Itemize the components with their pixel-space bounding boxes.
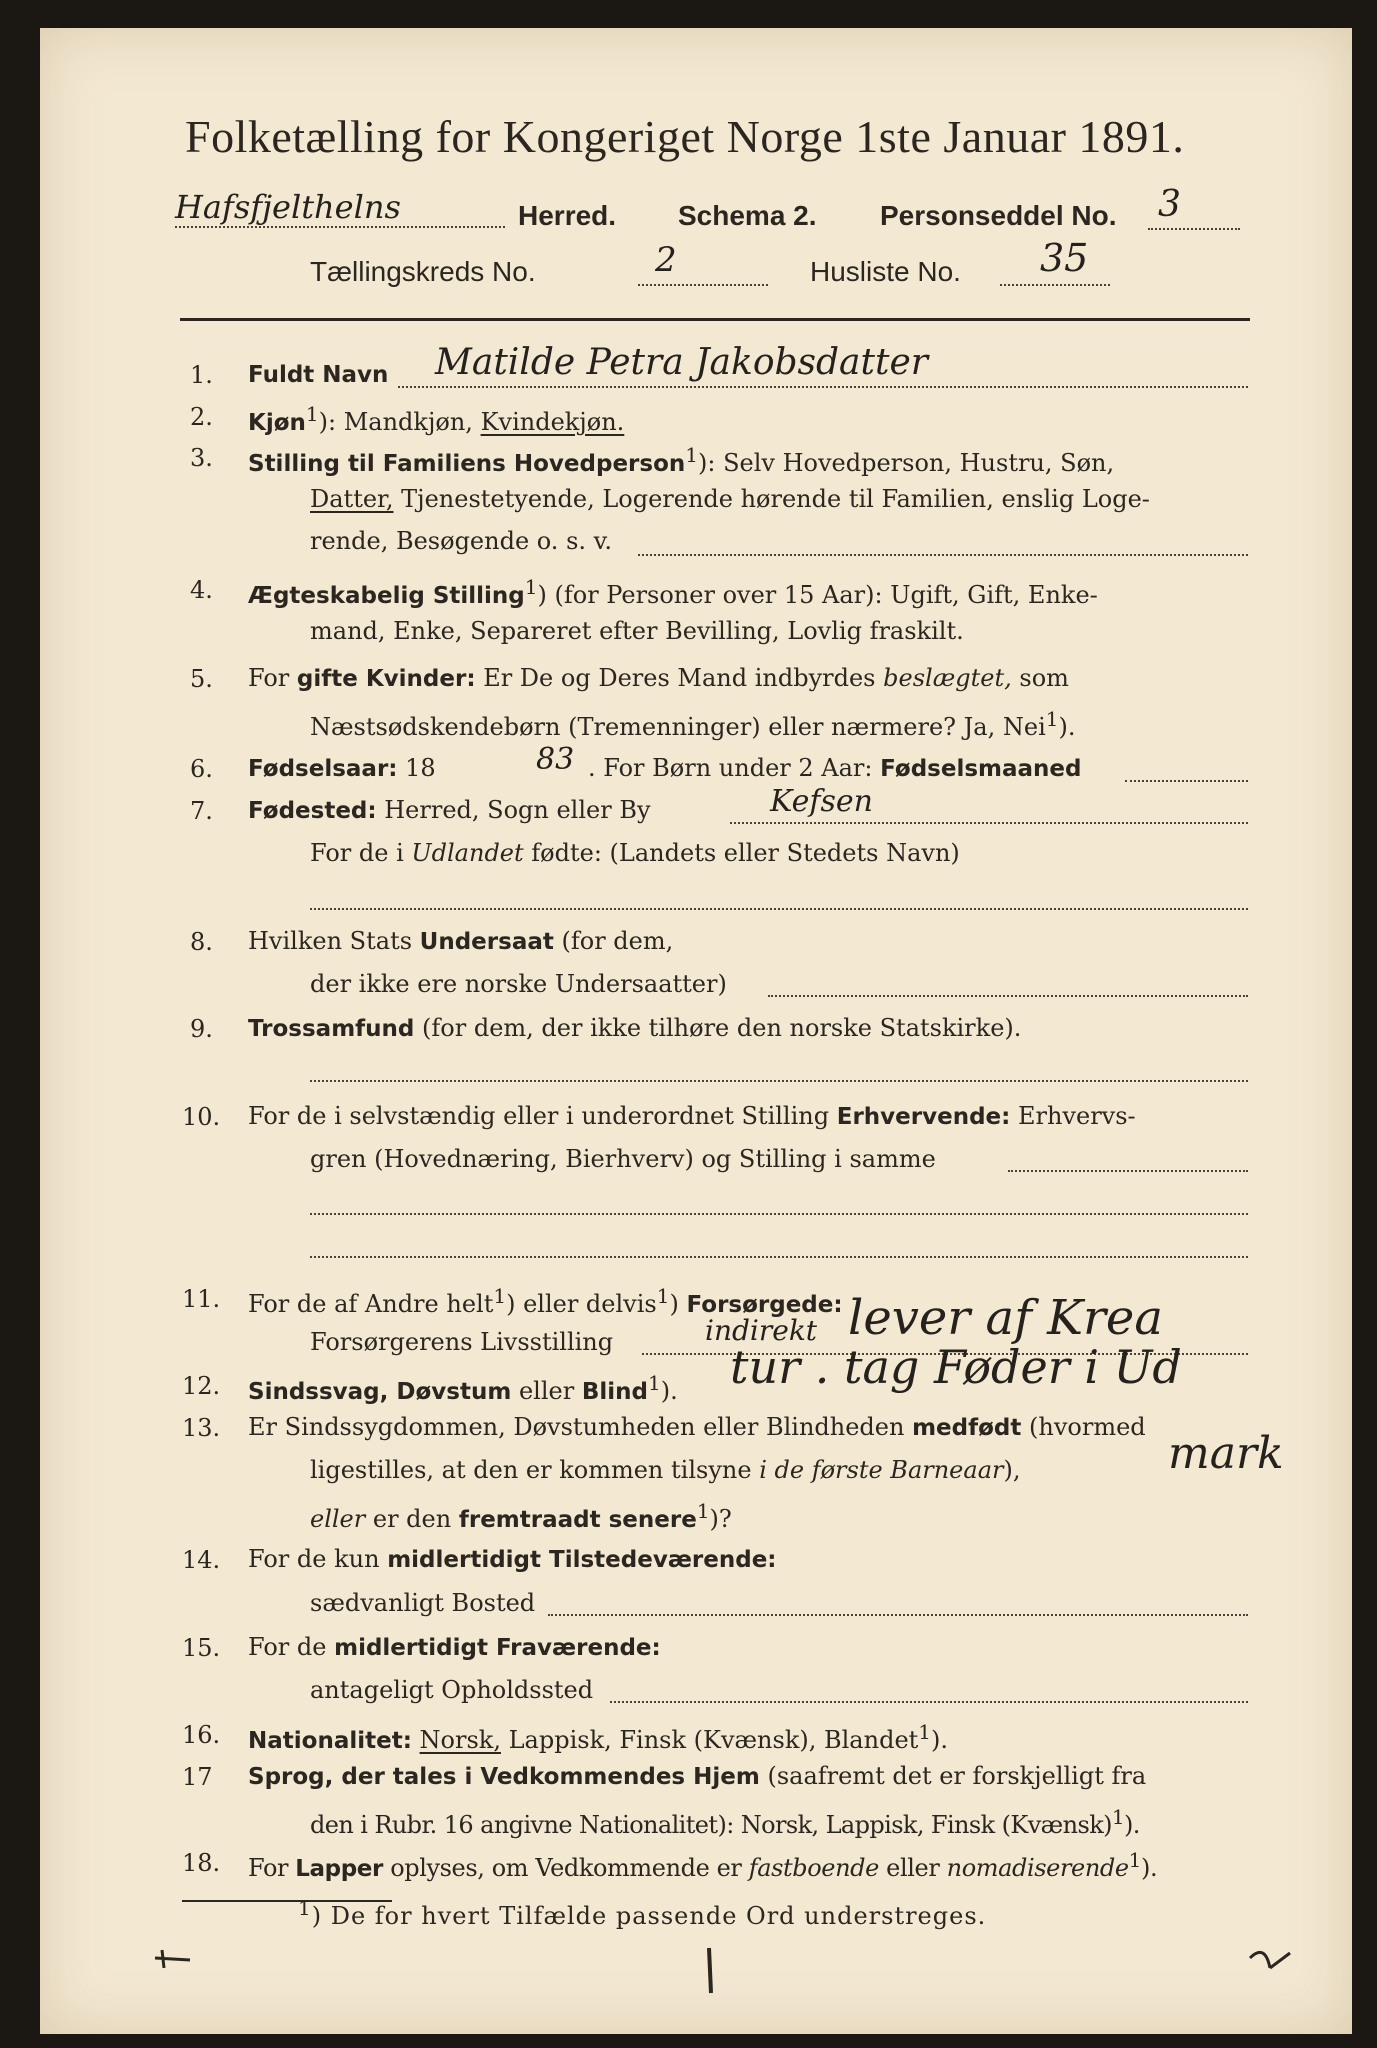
item-number: 2. bbox=[190, 403, 213, 431]
item-number: 11. bbox=[182, 1285, 221, 1313]
q13-text2b: ), bbox=[1003, 1456, 1021, 1484]
q17-end: ). bbox=[1124, 1811, 1140, 1839]
q1-row bbox=[248, 360, 388, 388]
q1-value: Matilde Petra Jakobsdatter bbox=[435, 342, 928, 383]
q5-row2 bbox=[310, 707, 1075, 741]
q12-end: ). bbox=[660, 1377, 678, 1405]
q6-value: 83 bbox=[536, 742, 575, 777]
q12-row bbox=[248, 1371, 678, 1405]
item-number: 14. bbox=[182, 1546, 221, 1574]
q8-row1 bbox=[248, 927, 673, 955]
q14-row2: sædvanligt Bosted bbox=[310, 1589, 536, 1617]
schema-label: Schema 2. bbox=[678, 200, 817, 231]
q13-text2a: ligestilles, at den er kommen tilsyne bbox=[310, 1456, 752, 1484]
item-number: 5. bbox=[190, 665, 213, 693]
q15-pre: For de bbox=[248, 1633, 327, 1661]
personseddel-label: Personseddel No. bbox=[880, 200, 1117, 231]
q8-pre: Hvilken Stats bbox=[248, 927, 413, 955]
q6-text: . For Børn under 2 Aar: bbox=[588, 754, 873, 782]
husliste-value: 35 bbox=[1040, 236, 1089, 280]
q2-row bbox=[248, 402, 624, 436]
q14-pre: For de kun bbox=[248, 1545, 380, 1573]
q12-label2: Blind bbox=[581, 1379, 648, 1405]
q6-row bbox=[248, 754, 436, 782]
q9-text: (for dem, der ikke tilhøre den norske Statskirke). bbox=[422, 1014, 1022, 1042]
q6-label2: Fødselsmaaned bbox=[880, 756, 1082, 782]
q15-label: midlertidigt Fraværende: bbox=[334, 1635, 661, 1661]
q11-row2: Forsørgerens Livsstilling bbox=[310, 1328, 614, 1356]
q2-underlined-answer: Kvindekjøn. bbox=[480, 408, 625, 436]
q15-dotline bbox=[610, 1701, 1248, 1703]
q5-pre: For bbox=[248, 664, 290, 692]
q13-row3 bbox=[310, 1499, 732, 1533]
q4-text: ) (for Personer over 15 Aar): Ugift, Gift, Enke- bbox=[537, 581, 1098, 609]
item-number: 4. bbox=[190, 576, 213, 604]
q3-underlined-answer: Datter, bbox=[310, 485, 394, 513]
q3-row2 bbox=[310, 485, 1150, 513]
q5-label: gifte Kvinder: bbox=[296, 666, 476, 692]
q12-mid: eller bbox=[518, 1377, 575, 1405]
q18-italic: fastboende bbox=[748, 1854, 879, 1882]
q3-text: ): Selv Hovedperson, Hustru, Søn, bbox=[698, 449, 1115, 477]
footnote-sup: 1 bbox=[298, 1896, 312, 1920]
q17-row1 bbox=[248, 1762, 1146, 1790]
q18-end: ). bbox=[1141, 1854, 1158, 1882]
q5-end: ). bbox=[1058, 713, 1076, 741]
q11-mid: ) eller delvis bbox=[506, 1290, 657, 1318]
q13-row2 bbox=[310, 1456, 1020, 1484]
q3-row3: rende, Besøgende o. s. v. bbox=[310, 527, 612, 555]
q4-row1 bbox=[248, 575, 1098, 609]
q10-dotline3 bbox=[310, 1256, 1248, 1258]
q18-label: Lapper bbox=[295, 1856, 383, 1882]
q11-post: ) bbox=[669, 1290, 679, 1318]
q11-pre: For de af Andre helt bbox=[248, 1290, 494, 1318]
herred-label: Herred. bbox=[518, 200, 617, 231]
q18-sup: 1 bbox=[1128, 1848, 1141, 1872]
q13-text: Er Sindssygdommen, Døvstumheden eller Blindheden bbox=[248, 1413, 905, 1441]
q14-dotline bbox=[548, 1614, 1248, 1616]
herred-value: Hafsfjelthelns bbox=[175, 188, 401, 226]
q12-sup: 1 bbox=[647, 1371, 661, 1395]
q7-dotline bbox=[730, 822, 1248, 824]
q11-label: Forsørgede: bbox=[686, 1292, 843, 1318]
q6-prefix: 18 bbox=[405, 754, 436, 782]
q4-row2: mand, Enke, Separeret efter Bevilling, Lovlig fraskilt. bbox=[310, 617, 964, 645]
q3-dotline bbox=[638, 554, 1248, 556]
q7-label: Fødested: bbox=[248, 798, 377, 824]
q13-sup: 1 bbox=[696, 1499, 710, 1523]
kreds-dotline bbox=[638, 284, 768, 286]
item-number: 18. bbox=[182, 1849, 221, 1877]
q11-sup: 1 bbox=[493, 1284, 507, 1308]
q2-text: ): Mandkjøn, bbox=[318, 408, 473, 436]
q16-label: Nationalitet: bbox=[248, 1728, 412, 1754]
q8-label: Undersaat bbox=[419, 929, 554, 955]
q5-text-end: som bbox=[1019, 664, 1069, 692]
q13-italic: i de første Barneaar bbox=[759, 1456, 1004, 1484]
q5-text2: Næstsødskendebørn (Tremenninger) eller nærmere? Ja, Nei bbox=[310, 713, 1046, 741]
q13-label2: fremtraadt senere bbox=[458, 1507, 697, 1533]
q11-sup2: 1 bbox=[656, 1284, 670, 1308]
item-number: 1. bbox=[190, 361, 213, 389]
q7-row1 bbox=[248, 796, 651, 824]
q4-sup: 1 bbox=[524, 575, 538, 599]
q16-sup: 1 bbox=[918, 1720, 932, 1744]
q5-sup: 1 bbox=[1045, 707, 1059, 731]
q10-post: Erhvervs- bbox=[1017, 1102, 1136, 1130]
q3-label: Stilling til Familiens Hovedperson bbox=[248, 451, 686, 477]
ink-mark-center bbox=[695, 1943, 725, 2003]
item-number: 16. bbox=[182, 1721, 221, 1749]
footnote-text: ) De for hvert Tilfælde passende Ord understreges. bbox=[311, 1902, 987, 1930]
personseddel-dotline bbox=[1148, 228, 1240, 230]
q3-sup: 1 bbox=[685, 443, 698, 467]
q2-sup: 1 bbox=[305, 402, 319, 426]
q5-row1 bbox=[248, 664, 1069, 692]
q10-row1 bbox=[248, 1102, 1136, 1130]
q4-label: Ægteskabelig Stilling bbox=[248, 583, 525, 609]
q9-label: Trossamfund bbox=[248, 1016, 415, 1042]
q1-dotline bbox=[398, 386, 1248, 388]
item-number: 6. bbox=[190, 755, 213, 783]
q14-label: midlertidigt Tilstedeværende: bbox=[387, 1547, 777, 1573]
q18-mid: oplyses, om Vedkommende er bbox=[390, 1854, 742, 1882]
item-number: 8. bbox=[190, 928, 213, 956]
q11-hand-line1: lever af Krea bbox=[848, 1290, 1163, 1346]
q8-row2: der ikke ere norske Undersaatter) bbox=[310, 970, 727, 998]
q10-dotline bbox=[1008, 1170, 1248, 1172]
q7-value: Kefsen bbox=[770, 784, 873, 819]
q13-label: medfødt bbox=[912, 1415, 1022, 1441]
q13-hand-line3: mark bbox=[1168, 1428, 1284, 1479]
q8-text: (for dem, bbox=[561, 927, 674, 955]
q13-italic2: eller bbox=[310, 1505, 366, 1533]
q17-row2 bbox=[310, 1805, 1140, 1839]
header-rule bbox=[180, 318, 1250, 321]
item-number: 12. bbox=[182, 1372, 221, 1400]
q12-label: Sindssvag, Døvstum bbox=[248, 1379, 512, 1405]
q10-label: Erhvervende: bbox=[836, 1104, 1011, 1130]
q6-row-b bbox=[588, 754, 1081, 782]
q7-dotline2 bbox=[310, 908, 1248, 910]
q18-row bbox=[248, 1848, 1157, 1882]
q14-row1 bbox=[248, 1545, 777, 1573]
q2-label: Kjøn bbox=[248, 410, 306, 436]
q15-row2: antageligt Opholdssted bbox=[310, 1676, 594, 1704]
q17-text: (saafremt det er forskjelligt fra bbox=[767, 1762, 1147, 1790]
q6-label: Fødselsaar: bbox=[248, 756, 398, 782]
q18-italic2: nomadiserende bbox=[946, 1854, 1129, 1882]
q16-text: Lappisk, Finsk (Kvænsk), Blandet bbox=[508, 1726, 919, 1754]
item-number: 15. bbox=[182, 1634, 221, 1662]
q17-sup: 1 bbox=[1111, 1805, 1125, 1829]
q16-end: ). bbox=[931, 1726, 949, 1754]
q1-label: Fuldt Navn bbox=[248, 362, 389, 388]
q13-text-end: (hvormed bbox=[1029, 1413, 1146, 1441]
herred-dotline bbox=[175, 226, 505, 228]
item-number: 10. bbox=[182, 1103, 221, 1131]
item-number: 7. bbox=[190, 797, 213, 825]
q7-italic: Udlandet bbox=[411, 839, 524, 867]
q7-text: Herred, Sogn eller By bbox=[384, 796, 651, 824]
census-form-sheet bbox=[40, 28, 1352, 2034]
ink-mark-right bbox=[1240, 1933, 1300, 1973]
q9-row bbox=[248, 1014, 1021, 1042]
q7-row2 bbox=[310, 839, 960, 867]
q10-pre: For de i selvstændig eller i underordnet Stilling bbox=[248, 1102, 830, 1130]
q15-row1 bbox=[248, 1633, 661, 1661]
q10-row2: gren (Hovednæring, Bierhverv) og Stilling i samme bbox=[310, 1145, 936, 1173]
q7-text2a: For de i bbox=[310, 839, 404, 867]
item-number: 13. bbox=[182, 1414, 221, 1442]
q16-underlined-answer: Norsk, bbox=[419, 1726, 501, 1754]
husliste-label: Husliste No. bbox=[810, 256, 961, 287]
q17-text2: den i Rubr. 16 angivne Nationalitet): Norsk, Lappisk, Finsk (Kvænsk) bbox=[310, 1811, 1112, 1839]
q8-dotline bbox=[768, 995, 1248, 997]
q12-hand-line2: tur . tag Føder i Ud bbox=[730, 1340, 1182, 1394]
item-number: 9. bbox=[190, 1015, 213, 1043]
q17-label: Sprog, der tales i Vedkommendes Hjem bbox=[248, 1764, 760, 1790]
q5-italic: beslægtet, bbox=[883, 664, 1012, 692]
item-number: 17 bbox=[182, 1763, 213, 1791]
q11-row1 bbox=[248, 1284, 843, 1318]
q5-text: Er De og Deres Mand indbyrdes bbox=[483, 664, 876, 692]
q3-row1 bbox=[248, 443, 1114, 477]
q18-mid2: eller bbox=[886, 1854, 940, 1882]
footnote bbox=[298, 1896, 986, 1930]
q13-end: )? bbox=[709, 1505, 732, 1533]
personseddel-value: 3 bbox=[1158, 184, 1181, 225]
husliste-dotline bbox=[1000, 284, 1110, 286]
ink-mark-left bbox=[150, 1938, 210, 1978]
item-number: 3. bbox=[190, 444, 213, 472]
q13-row1 bbox=[248, 1413, 1146, 1441]
q6-dotline bbox=[1125, 780, 1248, 782]
q11-hand-small: indirekt bbox=[705, 1314, 818, 1347]
q3-text2: Tjenestetyende, Logerende hørende til Familien, enslig Loge- bbox=[401, 485, 1150, 513]
q7-text2b: fødte: (Landets eller Stedets Navn) bbox=[531, 839, 960, 867]
q18-pre: For bbox=[248, 1854, 289, 1882]
form-title: Folketælling for Kongeriget Norge 1ste Januar 1891. bbox=[185, 111, 1185, 162]
q10-dotline2 bbox=[310, 1213, 1248, 1215]
kreds-label: Tællingskreds No. bbox=[310, 256, 536, 287]
kreds-value: 2 bbox=[655, 240, 677, 280]
q16-row bbox=[248, 1720, 948, 1754]
q9-dotline bbox=[310, 1080, 1248, 1082]
q13-text3: er den bbox=[372, 1505, 452, 1533]
